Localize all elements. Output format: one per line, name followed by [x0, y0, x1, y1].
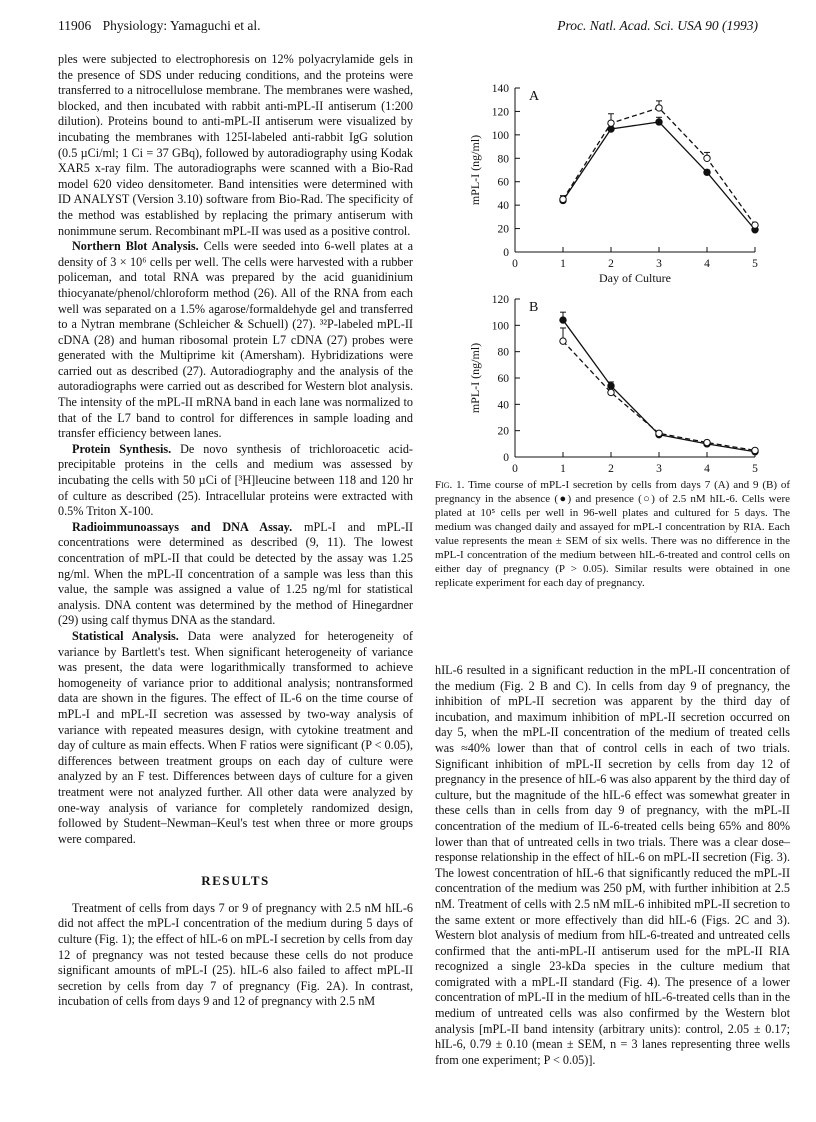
- y-tick-label: 40: [497, 399, 509, 412]
- y-tick-label: 20: [497, 223, 509, 236]
- y-tick-label: 60: [497, 373, 509, 385]
- y-axis-label: mPL-I (ng/ml): [468, 342, 482, 414]
- y-tick-label: 120: [491, 294, 509, 306]
- protein-synthesis-paragraph: [58, 442, 413, 520]
- hil6-data-point: [560, 338, 566, 344]
- hil6-data-point: [704, 155, 710, 161]
- x-tick-label: 2: [608, 463, 614, 472]
- x-axis-label: Day of Culture: [599, 271, 671, 285]
- caption-label: Fig. 1.: [435, 479, 465, 491]
- x-tick-label: 5: [752, 258, 758, 270]
- y-tick-label: 100: [491, 129, 509, 142]
- right-column: [435, 663, 790, 1068]
- ria-text: mPL-I and mPL-II concentrations were determined as described (9, 11). The lowest concentration of mPL-II that could be detected by the assay was 1.25 ng/ml. When the mPL-II concentration of a sample was less than this value, the sample was assigned a value of 1.25 ng/ml for statistical analysis. DNA content was determined by the method of Hinegardner (29) using calf thymus DNA as the standard.: [58, 519, 414, 628]
- control-data-point: [656, 119, 662, 125]
- y-tick-label: 60: [497, 176, 509, 189]
- y-tick-label: 0: [503, 452, 509, 464]
- northern-blot-heading: Northern Blot Analysis.: [72, 239, 199, 254]
- x-tick-label: 3: [656, 258, 662, 270]
- figure-1-chart: [435, 52, 790, 472]
- northern-blot-paragraph: [58, 239, 413, 442]
- control-series-line-A: [563, 122, 755, 230]
- panel-label-B: B: [529, 300, 539, 315]
- protein-synthesis-text: De novo synthesis of trichloroacetic acid-precipitable proteins in the cells and medium was assessed by incubating the cells with 50 µCi of [³H]leucine between 118 and 120 hr of culture as described (25). Intracellular proteins were extracted with 0.5% Triton X-100.: [58, 441, 413, 519]
- control-data-point: [560, 317, 566, 323]
- y-tick-label: 120: [491, 106, 509, 119]
- header-left: [58, 18, 261, 34]
- protein-synthesis-heading: Protein Synthesis.: [72, 441, 172, 456]
- y-tick-label: 20: [497, 425, 509, 438]
- hil6-data-point: [656, 105, 662, 111]
- y-tick-label: 80: [497, 346, 509, 359]
- caption-text: Time course of mPL-I secretion by cells from days 7 (A) and 9 (B) of pregnancy in the absence (●) and presence (○) of 2.5 nM hIL-6. Cells were plated at 10⁵ cells per well in 96-well plates and cultured for 5 days. The medium was changed daily and assayed for mPL-I concentration by RIA. Each value represents the mean ± SEM of six wells. There was no difference in the mPL-I concentration of the medium between hIL-6-treated and control cells on either day of pregnancy (P > 0.05). Similar results were obtained in one replicate experiment for each day of pregnancy.: [435, 479, 791, 589]
- statistics-text: Data were analyzed for heterogeneity of variance by Bartlett's test. When significant heterogeneity of variance was present, the data were logarithmically transformed to achieve homogeneity of variance prior to additional analysis; nontransformed data are shown in the figures. The effect of IL-6 on the time course of mPL-I and mPL-II secretion was assessed by two-way analysis of variance with repeated measures design, with cytokine treatment and day of culture as main effects. When F ratios were significant (P < 0.05), differences between treatment groups on each day of culture were analyzed by an F test. Differences between days of culture for a given treatment were not analyzed further. All other data were analyzed by one-way analysis of variance for completely randomized design, followed by Student–Newman–Keul's test when three or more groups were compared.: [58, 628, 413, 846]
- hil6-data-point: [752, 447, 758, 453]
- running-title: Physiology: Yamaguchi et al.: [102, 18, 261, 33]
- x-tick-label: 0: [512, 258, 518, 270]
- y-axis-label: mPL-I (ng/ml): [468, 134, 482, 206]
- page-number: 11906: [58, 18, 92, 33]
- y-tick-label: 40: [497, 200, 509, 213]
- x-tick-label: 4: [704, 463, 710, 472]
- statistics-heading: Statistical Analysis.: [72, 628, 179, 643]
- hil6-data-point: [704, 439, 710, 445]
- x-tick-label: 4: [704, 258, 710, 270]
- hil6-data-point: [752, 222, 758, 228]
- x-tick-label: 3: [656, 463, 662, 472]
- figure-1-caption: [435, 478, 790, 590]
- ria-heading: Radioimmunoassays and DNA Assay.: [72, 519, 293, 534]
- x-tick-label: 0: [512, 463, 518, 472]
- figure-1: [435, 52, 790, 472]
- y-tick-label: 0: [503, 247, 509, 259]
- ria-paragraph: [58, 520, 413, 629]
- methods-intro-paragraph: ples were subjected to electrophoresis on 12% polyacrylamide gels in the presence of SDS under reducing conditions, and the proteins were transferred to a nitrocellulose membrane. The membranes were washed, blocked, and then incubated with rabbit anti-mPL-II antiserum (1:200 dilution). Proteins bound to anti-mPL-II antiserum were visualized by incubating the membranes with 125I-labeled anti-rabbit IgG solution (0.5 µCi/ml; 1 Ci = 37 GBq), followed by autoradiography using Kodak XAR5 x-ray film. The autoradiographs were scanned with a Bio-Rad model 620 video densitometer. Band intensities were determined with ID ANALYST (Version 3.10) software from Bio-Rad. The specificity of the method was established by replacing the primary antiserum with nonimmune serum. Recombinant mPL-II was used as a positive control.: [58, 52, 413, 238]
- y-tick-label: 100: [491, 320, 509, 333]
- y-tick-label: 140: [491, 83, 509, 95]
- hil6-data-point: [656, 430, 662, 436]
- results-continued-paragraph: hIL-6 resulted in a significant reduction in the mPL-II concentration of the medium (Fig. 2 B and C). In cells from day 9 of pregnancy, the inhibition of mPL-II secretion was apparent by the third day of incubation, and maximum inhibition of mPL-II secretion occurred on day 5, when the mPL-II concentration of the medium of treated cells was ≈40% lower than that of control cells in each of two trials. Significant inhibition of mPL-II secretion by cells from day 12 of pregnancy in the presence of hIL-6 was also apparent by the third day of culture, but the magnitude of the hIL-6 effect was somewhat greater in these cells than in cells from day 9 of pregnancy, with the mPL-II concentration of the medium of IL-6-treated cells being 65% and 80% lower than that of untreated cells in two trials. There was a clear dose–response relationship in the effect of hIL-6 on mPL-II secretion (Fig. 3). The lowest concentration of hIL-6 that significantly reduced the mPL-II concentration of the medium was 250 pM, with further inhibition at 2.5 nM. Treatment of cells with 2.5 nM mIL-6 inhibited mPL-II secretion to the same extent or more effectively than did hIL-6 (Figs. 2C and 3). Western blot analysis of medium from hIL-6-treated and untreated cells confirmed that the anti-mPL-II antiserum used for the mPL-II RIA recognized a single 23-kDa species in the culture medium that comigrated with a mPL-II standard (Fig. 4). The presence of a lower concentration of mPL-II in the medium of hIL-6-treated cells than in the medium of untreated cells was also confirmed by the Western blot analysis [mPL-II band intensity (arbitrary units): control, 2.05 ± 0.17; hIL-6, 0.79 ± 0.10 (mean ± SEM, n = 3 lanes representing three wells from one experiment; P < 0.05)].: [435, 663, 790, 1067]
- x-tick-label: 2: [608, 258, 614, 270]
- x-tick-label: 1: [560, 258, 566, 270]
- page-header: [58, 18, 758, 38]
- statistics-paragraph: [58, 629, 413, 847]
- y-tick-label: 80: [497, 153, 509, 166]
- left-column: [58, 52, 413, 1010]
- hil6-data-point: [608, 120, 614, 126]
- control-data-point: [704, 169, 710, 175]
- hil6-data-point: [560, 196, 566, 202]
- panel-label-A: A: [529, 89, 540, 104]
- results-paragraph: Treatment of cells from days 7 or 9 of pregnancy with 2.5 nM hIL-6 did not affect the mPL-I concentration of the medium during 5 days of culture (Fig. 1); the effect of hIL-6 on mPL-I secretion by cells from day 12 of pregnancy was not tested because these cells do not produce significant amounts of mPL-I (25). hIL-6 also failed to affect mPL-II secretion by cells from day 7 of pregnancy (Fig. 2A). In contrast, incubation of cells from days 9 and 12 of pregnancy with 2.5 nM: [58, 900, 413, 1009]
- northern-blot-text: Cells were seeded into 6-well plates at a density of 3 × 10⁶ cells per well. The cells were harvested with a rubber policeman, and total RNA was prepared by the acid guanidinium thiocyanate/phenol/chloroform method (26). All of the RNA from each well was separated on a 1.5% agarose/formaldehyde gel and transferred to a Nytran membrane (Schleicher & Schuell) (27). ³²P-labeled mPL-II cDNA (28) and human ribosomal protein L7 cDNA (27) probes were generated with the Multiprime kit (Amersham). Hybridizations were carried out as described (27). Autoradiography and the analysis of the autoradiographs were carried out as described for Western blot analysis. The intensity of the mPL-II mRNA band in each lane was normalized to that of the L7 band to control for differences in sample loading and transfer efficiency between lanes.: [58, 239, 413, 441]
- x-tick-label: 5: [752, 463, 758, 472]
- hil6-data-point: [608, 389, 614, 395]
- x-tick-label: 1: [560, 463, 566, 472]
- journal-citation: Proc. Natl. Acad. Sci. USA 90 (1993): [557, 18, 758, 33]
- results-heading: RESULTS: [201, 873, 270, 889]
